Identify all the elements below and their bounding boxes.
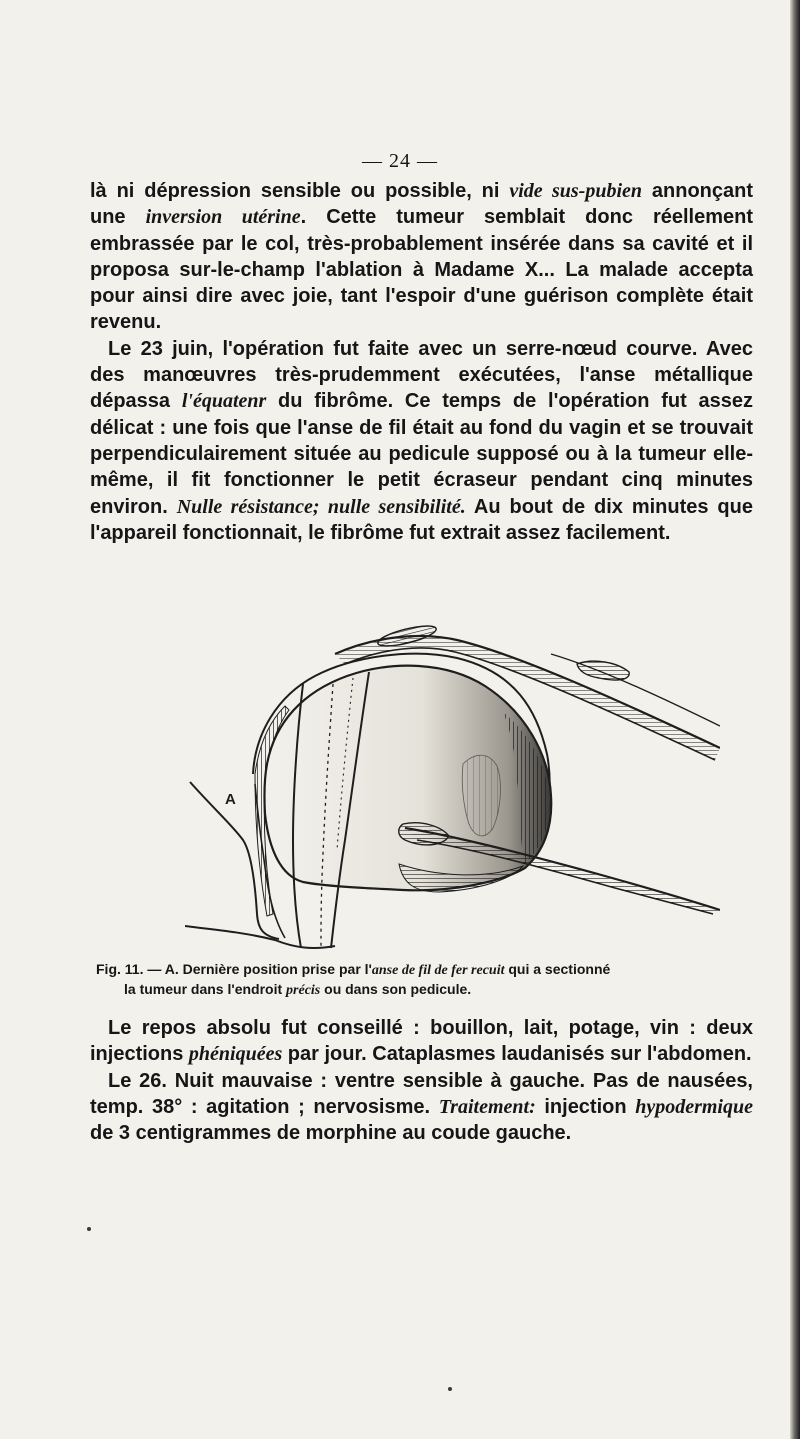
paragraph-2-text-b: du fibrôme. Ce temps de l'opération fut assez délicat : une fois que l'anse de fil était au fond du vagin et se trouvait perpendiculairement située au pedicule supposé ou à la tumeur elle-même, il fit fonctionner le petit écraseur pendant cinq minutes environ. bbox=[90, 390, 753, 518]
paragraph-3-italic-a: phéniquées bbox=[188, 1043, 283, 1066]
caption-italic-a: anse de fil de fer recuit bbox=[371, 963, 505, 978]
body-text-bottom bbox=[90, 1015, 753, 1146]
caption-text-d: ou dans son pedicule. bbox=[320, 981, 472, 997]
paragraph-2-italic-a: l'équatenr bbox=[181, 390, 267, 413]
paragraph-1-text-b: annonçant une bbox=[90, 180, 754, 229]
paragraph-4-italic-b: hypodermique bbox=[635, 1095, 753, 1118]
paragraph-2-italic-b: Nulle résistance; nulle sensibilité. bbox=[176, 495, 466, 518]
paragraph-1-italic-b: inversion utérine bbox=[145, 206, 301, 229]
figure-caption bbox=[96, 960, 756, 1000]
figure-label-a: A bbox=[225, 791, 236, 808]
paragraph-2-text-a: Le 23 juin, l'opération fut faite avec un serre-nœud courve. Avec des manœuvres très-prudemment exécutées, l'anse métallique dépassa bbox=[90, 337, 753, 413]
paragraph-3-text-b: par jour. Cataplasmes laudanisés sur l'abdomen. bbox=[282, 1043, 752, 1066]
caption-text-a: Fig. 11. — A. Dernière position prise par l' bbox=[96, 961, 372, 977]
paragraph-4 bbox=[90, 1068, 753, 1147]
paragraph-4-italic-a: Traitement: bbox=[438, 1095, 536, 1118]
paragraph-3-text-a: Le repos absolu fut conseillé : bouillon, lait, potage, vin : deux injections bbox=[90, 1017, 753, 1066]
loop-tip-right bbox=[577, 661, 629, 680]
paragraph-2 bbox=[90, 336, 753, 546]
caption-italic-b: précis bbox=[286, 983, 321, 998]
paragraph-1-italic-a: vide sus-pubien bbox=[509, 180, 643, 202]
caption-second-line bbox=[96, 980, 756, 1000]
paragraph-2-text-c: Au bout de dix minutes que l'appareil fonctionnait, le fibrôme fut extrait assez facilement. bbox=[90, 495, 753, 544]
caption-text-b: qui a sectionné bbox=[504, 961, 611, 977]
caption-text-c: la tumeur dans l'endroit bbox=[124, 981, 287, 997]
stray-ink-mark bbox=[87, 1227, 91, 1231]
paragraph-1-text-a: là ni dépression sensible ou possible, ni bbox=[90, 180, 510, 202]
page-edge-shadow bbox=[790, 0, 800, 1439]
paragraph-1-text-c: . Cette tumeur semblait donc réellement embrassée par le col, très-probablement insérée dans sa cavité et il proposa sur-le-champ l'ablation à Madame X... La malade accepta pour ainsi dire avec joie, tant l'espoir d'une guérison complète était revenu. bbox=[90, 206, 753, 334]
paragraph-4-text-b: injection bbox=[535, 1095, 636, 1118]
page-number: — 24 — bbox=[362, 150, 438, 172]
body-text-top bbox=[90, 178, 753, 546]
paragraph-3 bbox=[90, 1015, 753, 1068]
paragraph-1 bbox=[90, 178, 753, 336]
figure-11-drawing bbox=[185, 614, 720, 954]
figure-11-illustration bbox=[185, 614, 720, 954]
paragraph-4-text-a: Le 26. Nuit mauvaise : ventre sensible à gauche. Pas de nausées, temp. 38° : agitation ; nervosisme. bbox=[90, 1069, 753, 1118]
stray-ink-mark bbox=[448, 1387, 452, 1391]
paragraph-4-text-c: de 3 centigrammes de morphine au coude gauche. bbox=[90, 1122, 572, 1145]
